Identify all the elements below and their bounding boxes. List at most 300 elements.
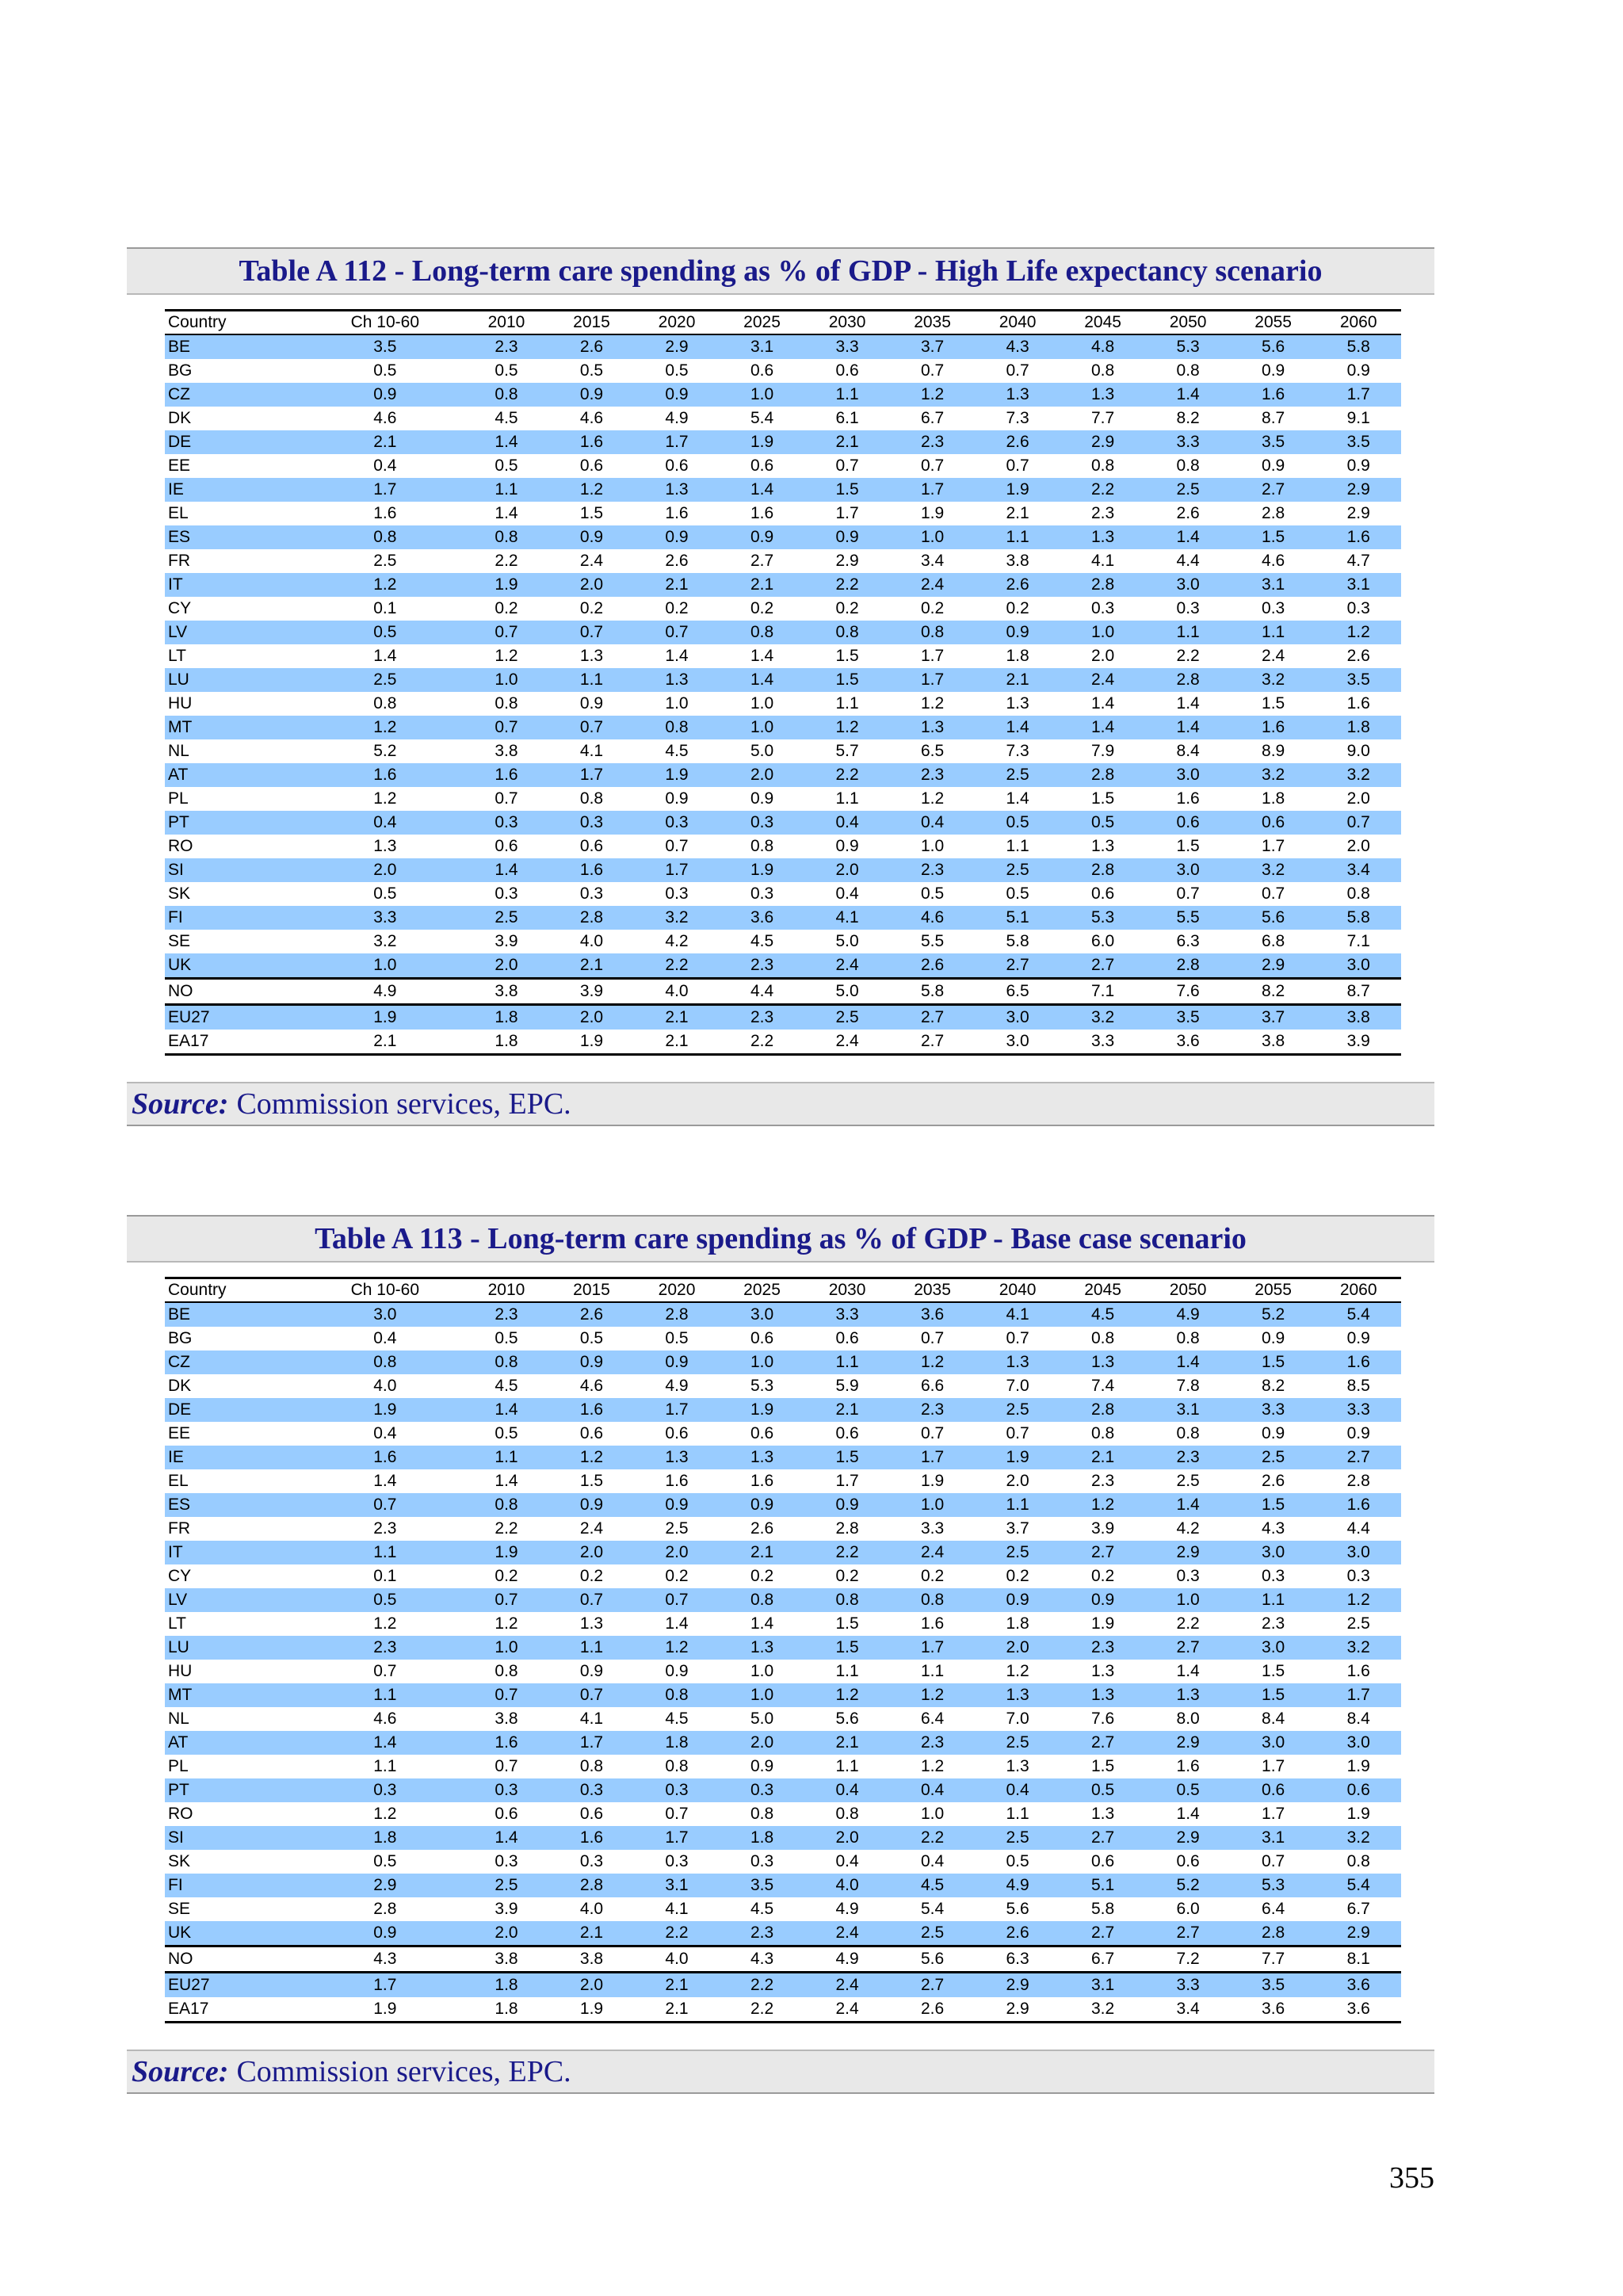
value-cell: 2.5: [665, 1519, 689, 1538]
value-cell: 1.5: [1262, 1662, 1285, 1680]
country-cell: BE: [165, 334, 306, 359]
value-cell: 1.4: [720, 668, 805, 692]
value-cell: 1.4: [1145, 383, 1231, 407]
country-cell: LT: [168, 1614, 186, 1633]
value-cell: 0.5: [1006, 1852, 1029, 1870]
value-cell: 3.9: [549, 979, 635, 1005]
country-cell: EE: [168, 457, 191, 475]
value-cell: 4.6: [373, 409, 397, 427]
column-header: Ch 10-60: [306, 1278, 464, 1303]
value-cell: 2.9: [1060, 430, 1146, 454]
value-cell: 2.7: [890, 1030, 976, 1055]
value-cell: 2.3: [720, 1005, 805, 1030]
value-cell: 1.0: [720, 1683, 805, 1707]
value-cell: 1.4: [1176, 1805, 1200, 1823]
value-cell: 3.2: [1231, 668, 1316, 692]
value-cell: 0.7: [549, 621, 635, 644]
column-header: 2055: [1231, 311, 1316, 335]
value-cell: 2.7: [1060, 1731, 1146, 1755]
value-cell: 0.5: [665, 1329, 689, 1347]
table-row: [165, 1541, 1401, 1564]
column-header: 2060: [1316, 1278, 1401, 1303]
value-cell: 0.9: [1346, 1329, 1370, 1347]
value-cell: 0.4: [804, 811, 890, 835]
table-row: [165, 930, 1401, 953]
value-cell: 1.6: [549, 430, 635, 454]
value-cell: 4.5: [1060, 1302, 1146, 1327]
value-cell: 0.9: [549, 1493, 635, 1517]
value-cell: 1.1: [835, 1757, 859, 1775]
value-cell: 2.7: [975, 953, 1060, 979]
value-cell: 1.6: [373, 504, 397, 522]
value-cell: 2.5: [1346, 1614, 1370, 1633]
column-header: 2035: [890, 1278, 976, 1303]
value-cell: 2.1: [720, 573, 805, 597]
value-cell: 1.1: [1006, 1805, 1029, 1823]
value-cell: 3.1: [1145, 1398, 1231, 1422]
value-cell: 1.0: [720, 383, 805, 407]
value-cell: 2.6: [975, 430, 1060, 454]
value-cell: 2.3: [1262, 1614, 1285, 1633]
country-cell: EA17: [165, 1030, 306, 1055]
table-row: [165, 1802, 1401, 1826]
value-cell: 0.9: [634, 1493, 720, 1517]
value-cell: 5.6: [890, 1946, 976, 1973]
value-cell: 0.3: [464, 811, 549, 835]
table-row: [165, 692, 1401, 716]
value-cell: 1.5: [804, 1446, 890, 1469]
value-cell: 2.9: [975, 1973, 1060, 1998]
value-cell: 0.4: [373, 1424, 397, 1442]
value-cell: 1.9: [549, 1997, 635, 2023]
value-cell: 2.0: [1091, 647, 1115, 665]
value-cell: 1.0: [1145, 1588, 1231, 1612]
value-cell: 0.2: [495, 599, 518, 617]
value-cell: 4.2: [1176, 1519, 1200, 1538]
table-row: [165, 668, 1401, 692]
value-cell: 0.7: [920, 361, 945, 380]
value-cell: 4.1: [804, 906, 890, 930]
value-cell: 2.3: [464, 1302, 549, 1327]
value-cell: 4.0: [579, 1900, 604, 1918]
value-cell: 4.5: [495, 409, 518, 427]
value-cell: 2.6: [665, 552, 689, 570]
value-cell: 2.6: [890, 1997, 976, 2023]
value-cell: 2.2: [1176, 647, 1200, 665]
value-cell: 0.6: [579, 457, 604, 475]
value-cell: 2.0: [464, 1921, 549, 1946]
value-cell: 0.8: [495, 1662, 518, 1680]
value-cell: 3.8: [495, 742, 518, 760]
value-cell: 5.2: [1231, 1302, 1316, 1327]
value-cell: 2.0: [1346, 837, 1370, 855]
value-cell: 1.5: [1262, 694, 1285, 712]
value-cell: 0.5: [373, 361, 397, 380]
value-cell: 1.5: [804, 478, 890, 502]
value-cell: 5.2: [373, 742, 397, 760]
value-cell: 0.9: [1262, 1424, 1285, 1442]
value-cell: 1.6: [1346, 694, 1370, 712]
value-cell: 1.2: [920, 694, 945, 712]
value-cell: 4.9: [804, 1946, 890, 1973]
value-cell: 5.0: [835, 932, 859, 950]
value-cell: 0.6: [495, 1805, 518, 1823]
value-cell: 2.8: [1262, 504, 1285, 522]
value-cell: 0.5: [373, 884, 397, 903]
value-cell: 2.2: [634, 1921, 720, 1946]
value-cell: 2.1: [634, 1005, 720, 1030]
value-cell: 1.3: [975, 1350, 1060, 1374]
value-cell: 1.3: [1145, 1683, 1231, 1707]
value-cell: 0.7: [634, 1588, 720, 1612]
value-cell: 0.9: [804, 525, 890, 549]
value-cell: 2.8: [835, 1519, 859, 1538]
table-row: [165, 1493, 1401, 1517]
value-cell: 2.7: [1231, 478, 1316, 502]
value-cell: 5.1: [975, 906, 1060, 930]
value-cell: 1.4: [1176, 1662, 1200, 1680]
country-cell: SI: [165, 858, 306, 882]
value-cell: 2.1: [1006, 504, 1029, 522]
value-cell: 1.7: [1316, 383, 1401, 407]
value-cell: 2.7: [1145, 1921, 1231, 1946]
value-cell: 5.6: [1231, 906, 1316, 930]
value-cell: 1.8: [306, 1826, 464, 1850]
value-cell: 2.0: [804, 858, 890, 882]
value-cell: 1.2: [495, 1614, 518, 1633]
value-cell: 3.1: [1060, 1973, 1146, 1998]
value-cell: 1.2: [1006, 1662, 1029, 1680]
value-cell: 2.7: [1060, 953, 1146, 979]
value-cell: 5.3: [750, 1377, 774, 1395]
value-cell: 0.8: [804, 621, 890, 644]
value-cell: 2.8: [549, 906, 635, 930]
value-cell: 3.2: [373, 932, 397, 950]
value-cell: 2.5: [975, 1731, 1060, 1755]
value-cell: 2.4: [804, 1997, 890, 2023]
value-cell: 1.7: [549, 763, 635, 787]
value-cell: 2.6: [975, 1921, 1060, 1946]
value-cell: 1.1: [920, 1662, 945, 1680]
column-header: 2045: [1060, 1278, 1146, 1303]
value-cell: 0.5: [495, 1329, 518, 1347]
value-cell: 4.0: [804, 1874, 890, 1897]
value-cell: 2.1: [975, 668, 1060, 692]
value-cell: 0.3: [579, 884, 604, 903]
country-cell: EU27: [165, 1005, 306, 1030]
value-cell: 1.6: [1346, 1662, 1370, 1680]
table-row: [165, 1997, 1401, 2023]
country-cell: NL: [168, 1710, 189, 1728]
source-text: Commission services, EPC.: [236, 2055, 571, 2088]
value-cell: 0.9: [1262, 457, 1285, 475]
country-cell: FR: [168, 1519, 190, 1538]
value-cell: 1.2: [920, 1757, 945, 1775]
value-cell: 0.6: [1145, 811, 1231, 835]
value-cell: 0.9: [549, 1350, 635, 1374]
value-cell: 1.5: [804, 668, 890, 692]
value-cell: 5.6: [1231, 334, 1316, 359]
value-cell: 2.3: [890, 858, 976, 882]
table-row: [165, 1683, 1401, 1707]
value-cell: 3.5: [1231, 430, 1316, 454]
value-cell: 3.9: [495, 1900, 518, 1918]
value-cell: 3.1: [720, 334, 805, 359]
value-cell: 2.9: [306, 1874, 464, 1897]
country-cell: EU27: [165, 1973, 306, 1998]
value-cell: 4.9: [1145, 1302, 1231, 1327]
value-cell: 3.3: [804, 334, 890, 359]
value-cell: 1.4: [373, 647, 397, 665]
value-cell: 1.2: [890, 1683, 976, 1707]
value-cell: 1.1: [373, 1757, 397, 1775]
value-cell: 1.6: [1176, 789, 1200, 808]
value-cell: 5.4: [1316, 1874, 1401, 1897]
value-cell: 1.0: [890, 1493, 976, 1517]
value-cell: 2.3: [464, 334, 549, 359]
value-cell: 3.8: [464, 979, 549, 1005]
value-cell: 0.6: [495, 837, 518, 855]
value-cell: 6.7: [1060, 1946, 1146, 1973]
value-cell: 0.5: [1060, 1778, 1146, 1802]
country-cell: HU: [168, 694, 193, 712]
value-cell: 1.9: [464, 573, 549, 597]
value-cell: 8.7: [1262, 409, 1285, 427]
value-cell: 3.6: [890, 1302, 976, 1327]
value-cell: 3.0: [720, 1302, 805, 1327]
value-cell: 1.8: [634, 1731, 720, 1755]
value-cell: 1.2: [1060, 1493, 1146, 1517]
value-cell: 3.6: [1316, 1973, 1401, 1998]
value-cell: 0.1: [373, 1567, 397, 1585]
header-row: [165, 311, 1401, 335]
value-cell: 0.9: [306, 383, 464, 407]
value-cell: 1.1: [549, 1636, 635, 1660]
value-cell: 0.6: [1316, 1778, 1401, 1802]
value-cell: 0.5: [495, 1424, 518, 1442]
value-cell: 0.9: [750, 1757, 774, 1775]
value-cell: 2.9: [1231, 953, 1316, 979]
country-cell: MT: [165, 1683, 306, 1707]
value-cell: 2.3: [1145, 1446, 1231, 1469]
value-cell: 0.8: [464, 1350, 549, 1374]
value-cell: 0.8: [495, 694, 518, 712]
value-cell: 3.0: [975, 1030, 1060, 1055]
value-cell: 3.3: [1231, 1398, 1316, 1422]
value-cell: 0.5: [920, 884, 945, 903]
value-cell: 2.6: [1346, 647, 1370, 665]
value-cell: 0.2: [495, 1567, 518, 1585]
table-row: [165, 1374, 1401, 1398]
value-cell: 5.8: [1316, 334, 1401, 359]
value-cell: 1.7: [1262, 1805, 1285, 1823]
value-cell: 2.9: [1316, 1921, 1401, 1946]
value-cell: 1.7: [890, 478, 976, 502]
column-header: 2060: [1316, 311, 1401, 335]
value-cell: 2.6: [1176, 504, 1200, 522]
value-cell: 0.9: [1262, 1329, 1285, 1347]
country-cell: LU: [165, 1636, 306, 1660]
table-row: [165, 763, 1401, 787]
value-cell: 0.3: [634, 811, 720, 835]
value-cell: 0.2: [1091, 1567, 1115, 1585]
value-cell: 2.3: [1091, 504, 1115, 522]
value-cell: 3.2: [1316, 763, 1401, 787]
value-cell: 2.2: [804, 1541, 890, 1564]
country-cell: FR: [168, 552, 190, 570]
value-cell: 1.4: [1060, 716, 1146, 739]
value-cell: 1.6: [1231, 383, 1316, 407]
value-cell: 3.8: [495, 1710, 518, 1728]
value-cell: 2.3: [306, 1636, 464, 1660]
country-cell: CZ: [165, 383, 306, 407]
value-cell: 4.6: [579, 409, 604, 427]
value-cell: 0.5: [975, 811, 1060, 835]
value-cell: 5.8: [1316, 906, 1401, 930]
value-cell: 1.8: [720, 1826, 805, 1850]
value-cell: 1.3: [1060, 383, 1146, 407]
value-cell: 1.3: [634, 1446, 720, 1469]
value-cell: 1.9: [549, 1030, 635, 1055]
value-cell: 0.3: [1346, 1567, 1370, 1585]
value-cell: 0.8: [1091, 1424, 1115, 1442]
country-cell: RO: [168, 1805, 193, 1823]
table-row: [165, 407, 1401, 430]
value-cell: 2.9: [1346, 504, 1370, 522]
header-row: [165, 1278, 1401, 1303]
column-header-country: Country: [165, 311, 306, 335]
value-cell: 8.2: [1262, 1377, 1285, 1395]
value-cell: 2.9: [835, 552, 859, 570]
value-cell: 0.9: [579, 1662, 604, 1680]
value-cell: 0.8: [720, 1588, 805, 1612]
value-cell: 0.6: [1231, 811, 1316, 835]
value-cell: 1.3: [720, 1446, 805, 1469]
table-row: [165, 858, 1401, 882]
value-cell: 0.8: [306, 1350, 464, 1374]
value-cell: 2.2: [804, 763, 890, 787]
value-cell: 2.4: [1262, 647, 1285, 665]
column-header: 2050: [1145, 1278, 1231, 1303]
country-cell: UK: [165, 1921, 306, 1946]
value-cell: 3.5: [720, 1874, 805, 1897]
value-cell: 1.1: [306, 1683, 464, 1707]
value-cell: 0.8: [1346, 1852, 1370, 1870]
value-cell: 0.7: [464, 621, 549, 644]
value-cell: 6.4: [1262, 1900, 1285, 1918]
value-cell: 5.5: [920, 932, 945, 950]
value-cell: 4.8: [1060, 334, 1146, 359]
value-cell: 1.6: [1176, 1757, 1200, 1775]
value-cell: 3.5: [1231, 1973, 1316, 1998]
value-cell: 0.9: [549, 383, 635, 407]
value-cell: 0.6: [665, 457, 689, 475]
value-cell: 1.1: [549, 668, 635, 692]
table-row: [165, 716, 1401, 739]
value-cell: 0.4: [804, 1778, 890, 1802]
value-cell: 2.4: [804, 1030, 890, 1055]
value-cell: 1.5: [1176, 837, 1200, 855]
value-cell: 8.2: [1176, 409, 1200, 427]
table-row: [165, 979, 1401, 1005]
value-cell: 5.8: [1091, 1900, 1115, 1918]
value-cell: 1.2: [306, 573, 464, 597]
value-cell: 4.5: [890, 1874, 976, 1897]
value-cell: 0.6: [1176, 1852, 1200, 1870]
value-cell: 2.8: [1060, 1398, 1146, 1422]
value-cell: 4.5: [750, 1900, 774, 1918]
country-cell: EL: [168, 504, 189, 522]
country-cell: EE: [168, 1424, 191, 1442]
value-cell: 2.8: [1060, 573, 1146, 597]
value-cell: 6.3: [1176, 932, 1200, 950]
value-cell: 2.1: [1060, 1446, 1146, 1469]
table-row: [165, 811, 1401, 835]
value-cell: 4.4: [720, 979, 805, 1005]
country-cell: FI: [165, 906, 306, 930]
source-label: Source:: [132, 1087, 229, 1121]
value-cell: 1.9: [975, 1446, 1060, 1469]
value-cell: 1.9: [1346, 1805, 1370, 1823]
value-cell: 8.7: [1316, 979, 1401, 1005]
value-cell: 2.7: [890, 1005, 976, 1030]
column-header-country: Country: [165, 1278, 306, 1303]
value-cell: 3.0: [1231, 1731, 1316, 1755]
value-cell: 2.7: [1316, 1446, 1401, 1469]
value-cell: 8.0: [1176, 1710, 1200, 1728]
value-cell: 1.7: [634, 858, 720, 882]
value-cell: 3.8: [549, 1946, 635, 1973]
table-row: [165, 1612, 1401, 1636]
value-cell: 1.4: [750, 1614, 774, 1633]
country-cell: UK: [165, 953, 306, 979]
value-cell: 0.6: [750, 457, 774, 475]
value-cell: 1.8: [1262, 789, 1285, 808]
value-cell: 4.0: [579, 932, 604, 950]
table-row: [165, 430, 1401, 454]
value-cell: 0.3: [579, 1852, 604, 1870]
column-header: 2050: [1145, 311, 1231, 335]
value-cell: 1.9: [920, 504, 945, 522]
value-cell: 1.8: [1006, 647, 1029, 665]
value-cell: 7.1: [1346, 932, 1370, 950]
value-cell: 6.7: [1346, 1900, 1370, 1918]
value-cell: 0.7: [634, 621, 720, 644]
value-cell: 5.5: [1145, 906, 1231, 930]
value-cell: 3.4: [920, 552, 945, 570]
table-row: [165, 334, 1401, 359]
value-cell: 0.9: [634, 383, 720, 407]
value-cell: 3.2: [1060, 1005, 1146, 1030]
table-row: [165, 1005, 1401, 1030]
country-cell: LT: [168, 647, 186, 665]
value-cell: 1.1: [975, 1493, 1060, 1517]
value-cell: 1.6: [464, 1731, 549, 1755]
value-cell: 1.7: [1316, 1683, 1401, 1707]
country-cell: SE: [168, 1900, 191, 1918]
value-cell: 4.1: [579, 1710, 604, 1728]
value-cell: 1.2: [920, 789, 945, 808]
value-cell: 0.3: [1091, 599, 1115, 617]
value-cell: 2.5: [975, 858, 1060, 882]
value-cell: 1.8: [464, 1030, 549, 1055]
country-cell: PL: [168, 789, 189, 808]
value-cell: 6.8: [1262, 932, 1285, 950]
value-cell: 0.7: [1176, 884, 1200, 903]
value-cell: 0.8: [579, 789, 604, 808]
value-cell: 0.9: [579, 694, 604, 712]
value-cell: 1.1: [464, 1446, 549, 1469]
